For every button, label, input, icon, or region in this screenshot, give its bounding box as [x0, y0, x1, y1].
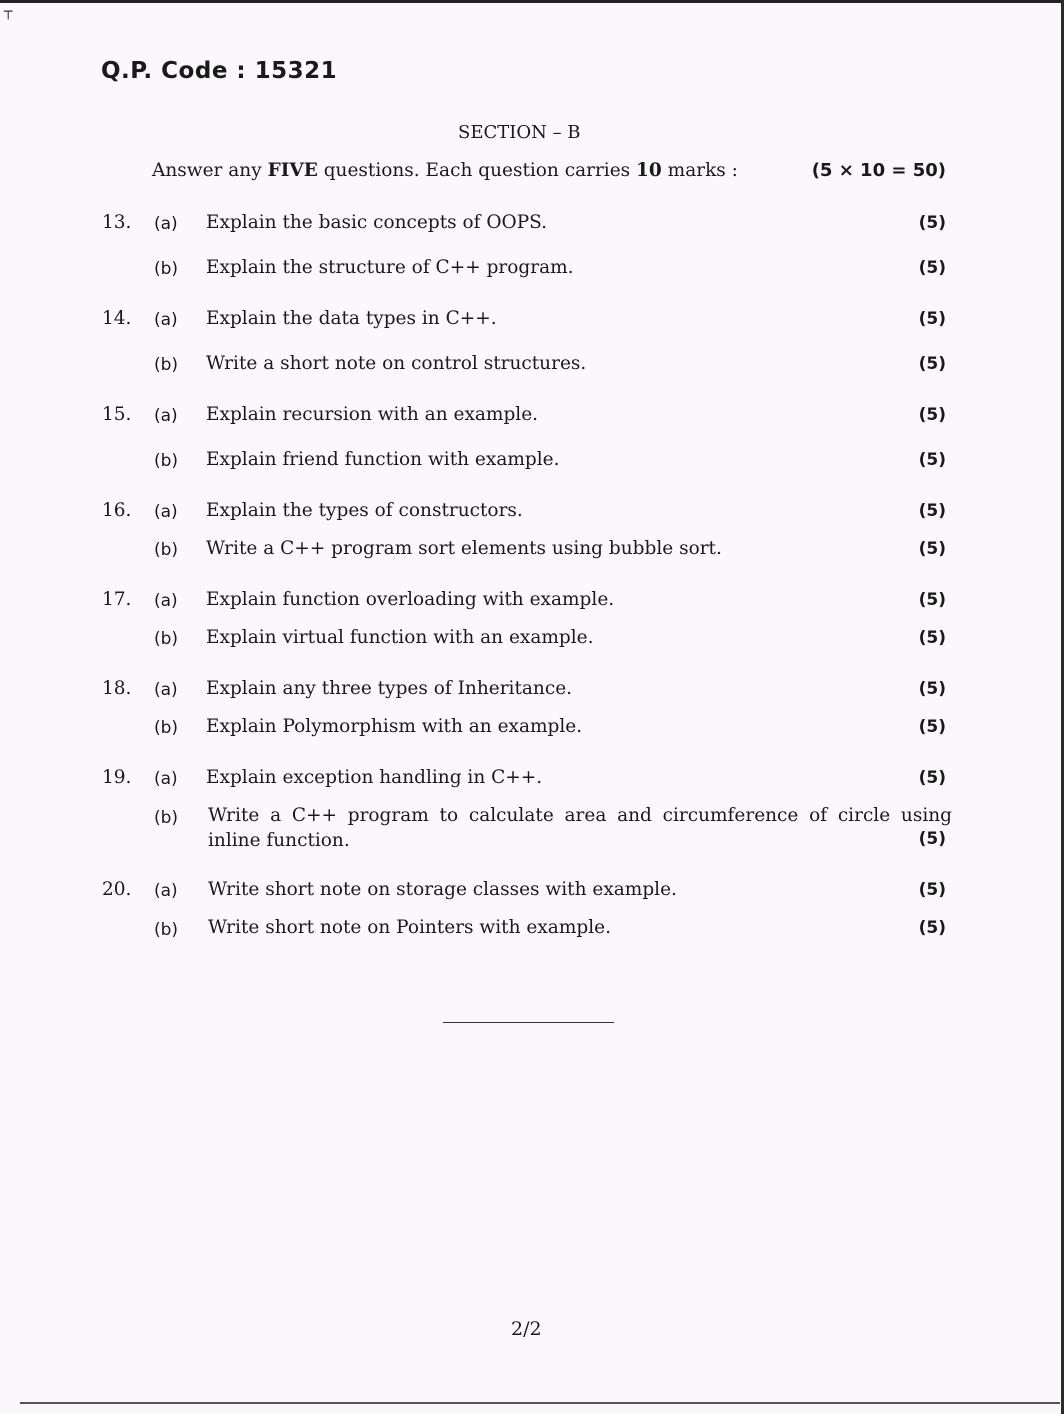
end-rule — [443, 1022, 614, 1023]
question-text: Explain the types of constructors. — [206, 500, 523, 521]
part-label: (b) — [154, 355, 179, 375]
question-number: 13. — [102, 212, 132, 233]
part-label: (a) — [154, 310, 178, 330]
question-marks: (5) — [918, 590, 946, 610]
question-number: 14. — [102, 308, 132, 329]
question-text: Explain virtual function with an example. — [206, 627, 594, 648]
section-title: SECTION – B — [458, 122, 581, 143]
question-marks: (5) — [918, 829, 946, 849]
question-marks: (5) — [918, 880, 946, 900]
question-text: Write a C++ program sort elements using bubble sort. — [206, 538, 722, 559]
part-label: (a) — [154, 214, 178, 234]
question-marks: (5) — [918, 309, 946, 329]
question-marks: (5) — [918, 717, 946, 737]
question-marks: (5) — [918, 628, 946, 648]
part-label: (b) — [154, 540, 179, 560]
question-marks: (5) — [918, 918, 946, 938]
question-text: Explain any three types of Inheritance. — [206, 678, 573, 699]
question-text: Explain exception handling in C++. — [206, 767, 543, 788]
question-text: Explain the data types in C++. — [206, 308, 497, 329]
instruction-text: Answer any — [152, 160, 268, 181]
question-marks: (5) — [918, 213, 946, 233]
question-text: Explain friend function with example. — [206, 449, 560, 470]
question-text: Explain the structure of C++ program. — [206, 257, 574, 278]
part-label: (b) — [154, 259, 179, 279]
part-label: (a) — [154, 591, 178, 611]
part-label: (a) — [154, 502, 178, 522]
question-number: 19. — [102, 767, 132, 788]
corner-mark: ┬ — [4, 4, 13, 20]
question-text: Write a short note on control structures. — [206, 353, 587, 374]
instruction-bold-ten: 10 — [636, 160, 662, 181]
question-number: 16. — [102, 500, 132, 521]
part-label: (a) — [154, 769, 178, 789]
instruction-bold-five: FIVE — [267, 160, 318, 181]
part-label: (b) — [154, 629, 179, 649]
qp-code: Q.P. Code : 15321 — [101, 58, 338, 84]
question-text: Write short note on storage classes with example. — [208, 879, 677, 900]
question-text: Explain the basic concepts of OOPS. — [206, 212, 548, 233]
question-number: 15. — [102, 404, 132, 425]
question-text: Explain recursion with an example. — [206, 404, 539, 425]
page-number: 2/2 — [511, 1318, 542, 1340]
question-marks: (5) — [918, 501, 946, 521]
question-number: 18. — [102, 678, 132, 699]
total-marks: (5 × 10 = 50) — [811, 160, 946, 181]
question-marks: (5) — [918, 539, 946, 559]
question-number: 17. — [102, 589, 132, 610]
question-text: Explain Polymorphism with an example. — [206, 716, 583, 737]
question-text: Write short note on Pointers with example. — [208, 917, 611, 938]
question-text: Write a C++ program to calculate area and circumference of circle using — [208, 805, 952, 826]
question-text-continuation: inline function. — [208, 830, 350, 851]
section-instruction — [152, 160, 738, 181]
question-number: 20. — [102, 879, 132, 900]
instruction-text: questions. Each question carries — [317, 160, 637, 181]
part-label: (b) — [154, 808, 179, 828]
scan-edge-bottom — [20, 1402, 1060, 1404]
question-marks: (5) — [918, 768, 946, 788]
question-marks: (5) — [918, 450, 946, 470]
part-label: (b) — [154, 920, 179, 940]
part-label: (b) — [154, 451, 179, 471]
instruction-text: marks : — [661, 160, 738, 181]
question-marks: (5) — [918, 258, 946, 278]
question-text: Explain function overloading with example. — [206, 589, 615, 610]
part-label: (a) — [154, 881, 178, 901]
question-marks: (5) — [918, 405, 946, 425]
part-label: (a) — [154, 406, 178, 426]
part-label: (b) — [154, 718, 179, 738]
scan-edge-top — [0, 0, 1064, 3]
question-marks: (5) — [918, 679, 946, 699]
question-marks: (5) — [918, 354, 946, 374]
part-label: (a) — [154, 680, 178, 700]
